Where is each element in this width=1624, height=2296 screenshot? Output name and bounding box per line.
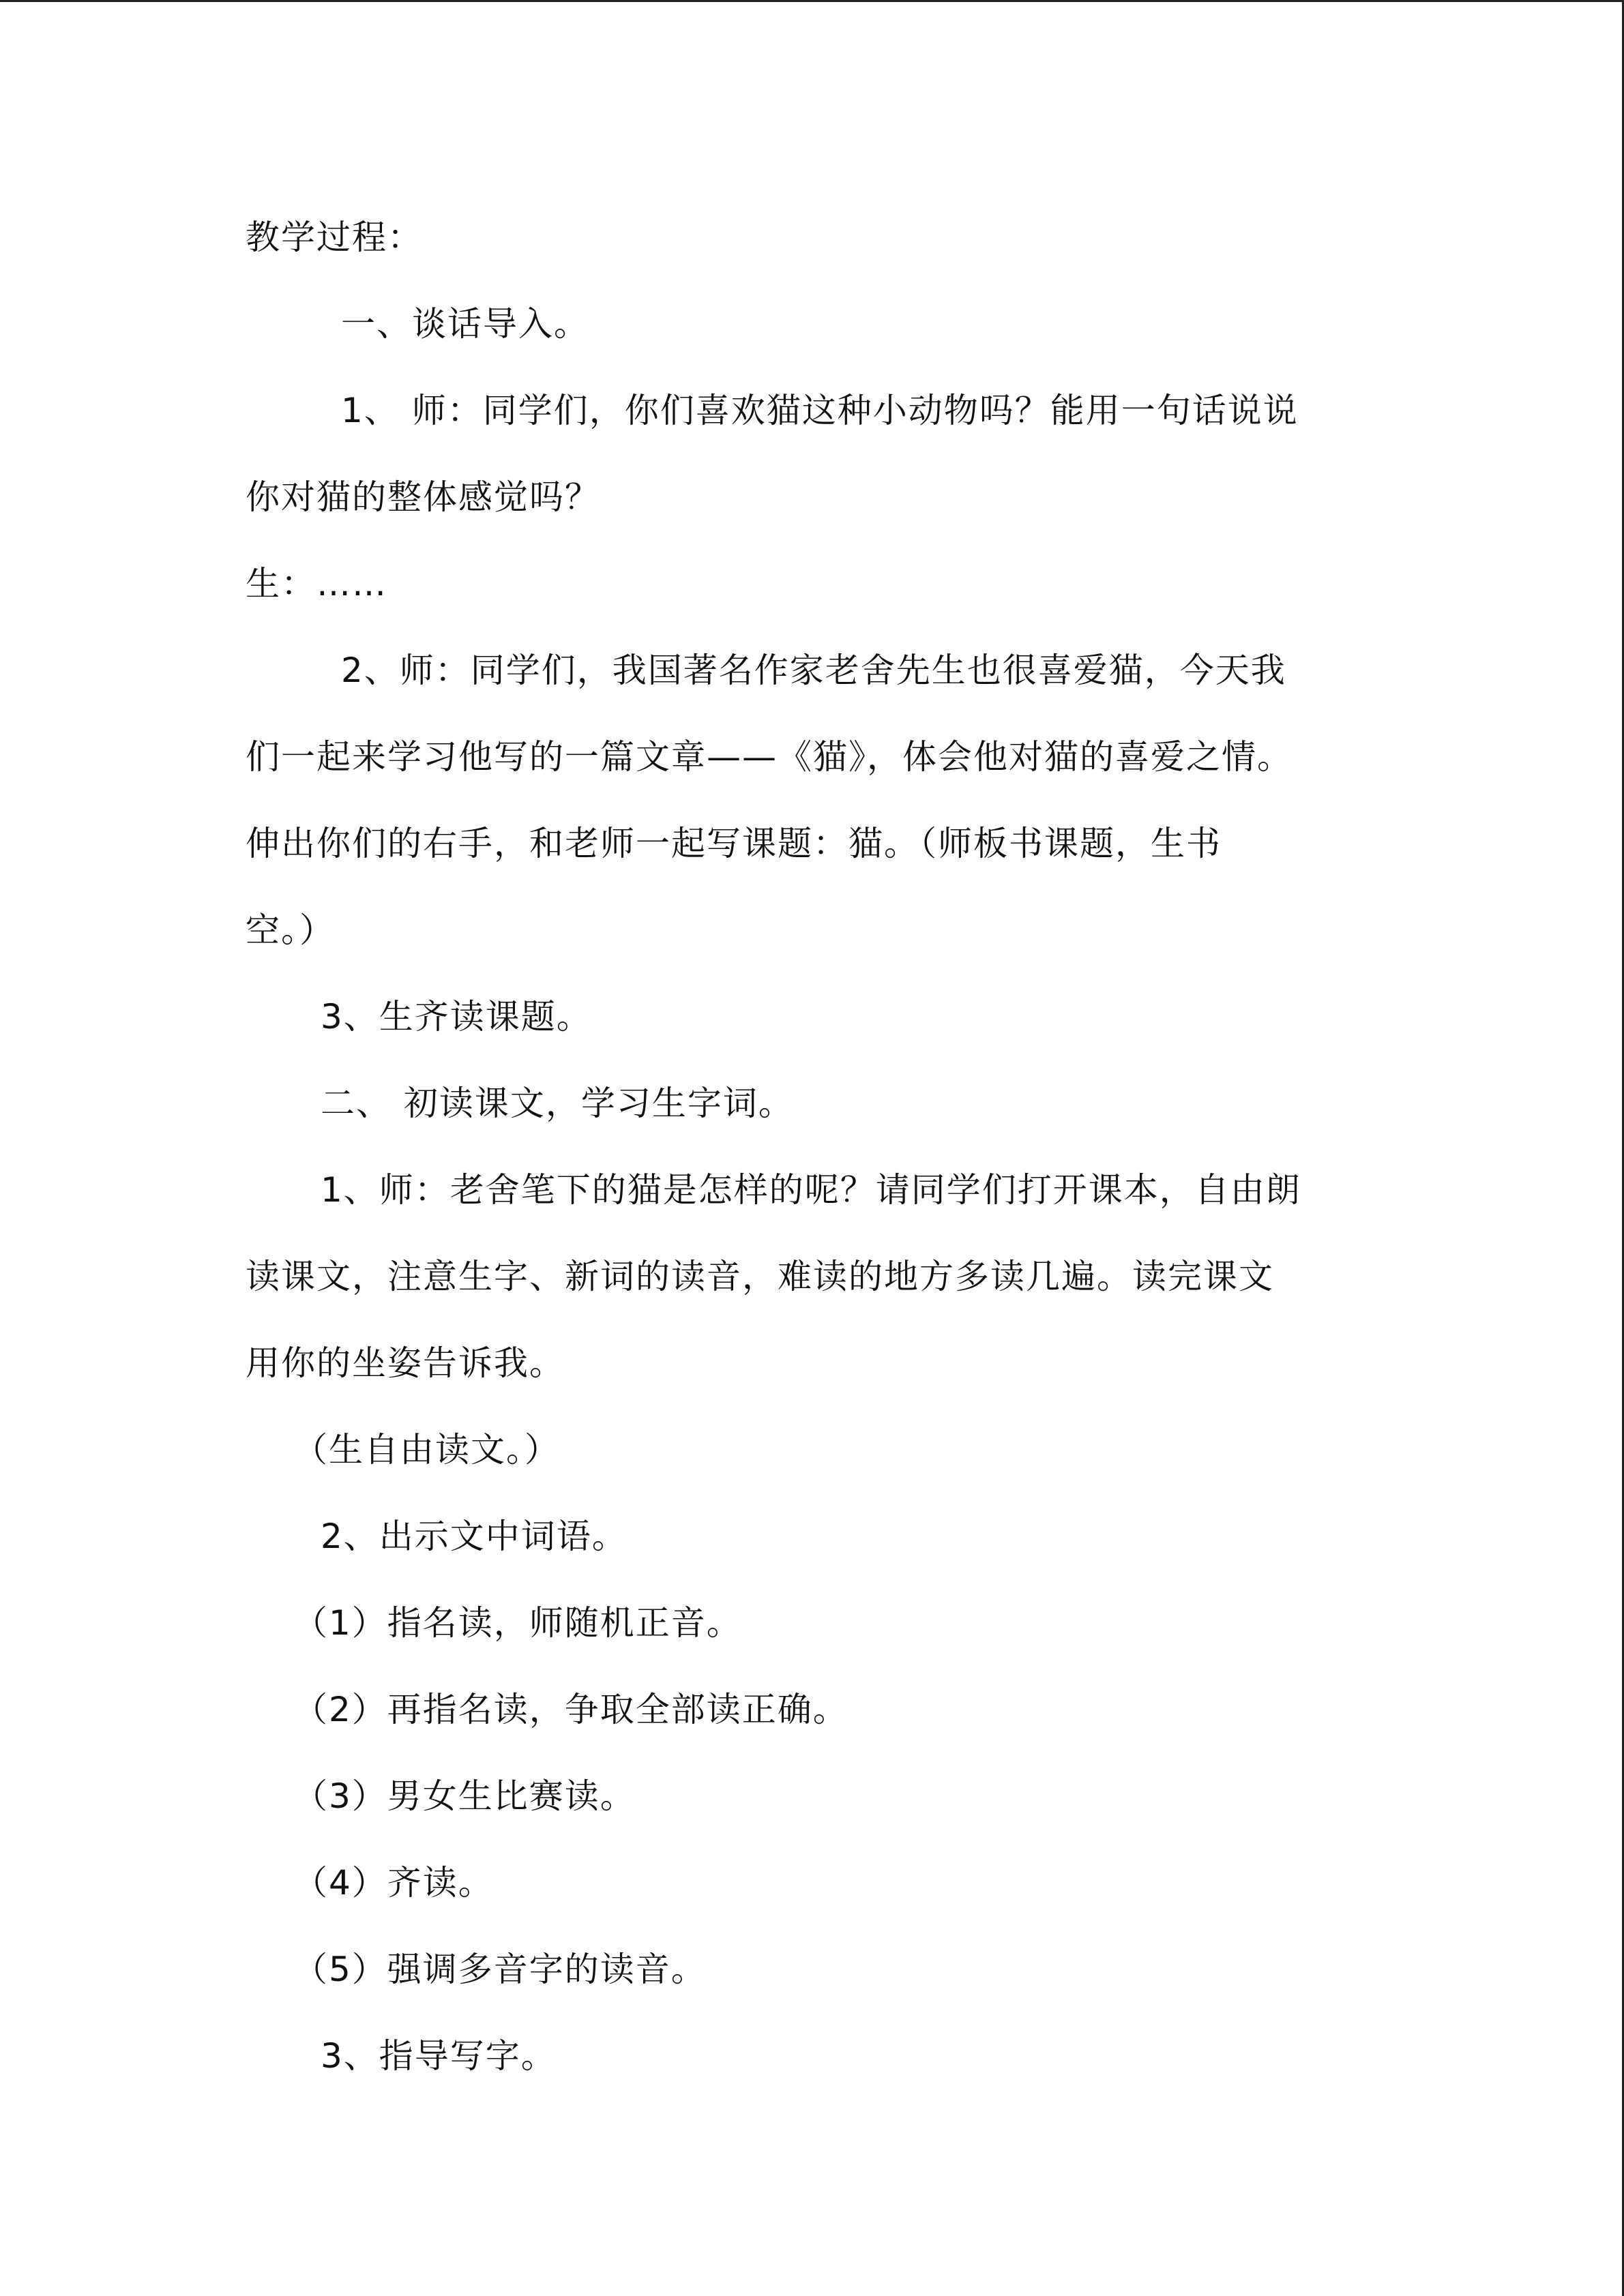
section-heading-1: 一、谈话导入。 bbox=[341, 304, 589, 344]
section-title-teaching-process: 教学过程： bbox=[246, 218, 423, 257]
list-item: （2）再指名读，争取全部读正确。 bbox=[293, 1690, 848, 1729]
paragraph-line: 空。） bbox=[246, 910, 335, 950]
paragraph-line: 3、指导写字。 bbox=[321, 2036, 557, 2076]
list-item: （5）强调多音字的读音。 bbox=[293, 1950, 707, 1989]
paragraph-line: 1、师：老舍笔下的猫是怎样的呢？请同学们打开课本，自由朗 bbox=[321, 1170, 1301, 1210]
paragraph-line: 伸出你们的右手，和老师一起写课题：猫。（师板书课题，生书 bbox=[246, 824, 1222, 863]
list-item: （4）齐读。 bbox=[293, 1863, 494, 1903]
paragraph-line: 2、师：同学们，我国著名作家老舍先生也很喜爱猫，今天我 bbox=[341, 651, 1286, 690]
paragraph-line: 2、出示文中词语。 bbox=[321, 1517, 628, 1556]
list-item: （1）指名读，师随机正音。 bbox=[293, 1603, 742, 1643]
paragraph-line: （生自由读文。） bbox=[293, 1430, 560, 1470]
paragraph-line: 生：…… bbox=[246, 564, 387, 603]
paragraph-line: 用你的坐姿告诉我。 bbox=[246, 1343, 565, 1383]
paragraph-line: 们一起来学习他写的一篇文章——《猫》，体会他对猫的喜爱之情。 bbox=[246, 737, 1293, 777]
list-item: （3）男女生比赛读。 bbox=[293, 1776, 636, 1816]
paragraph-line: 读课文，注意生字、新词的读音，难读的地方多读几遍。读完课文 bbox=[246, 1257, 1274, 1296]
paragraph-line: 3、生齐读课题。 bbox=[321, 997, 592, 1037]
paragraph-line: 1、 师：同学们，你们喜欢猫这种小动物吗？能用一句话说说 bbox=[341, 391, 1299, 430]
section-heading-2: 二、 初读课文，学习生字词。 bbox=[321, 1084, 794, 1123]
paragraph-line: 你对猫的整体感觉吗？ bbox=[246, 477, 600, 517]
